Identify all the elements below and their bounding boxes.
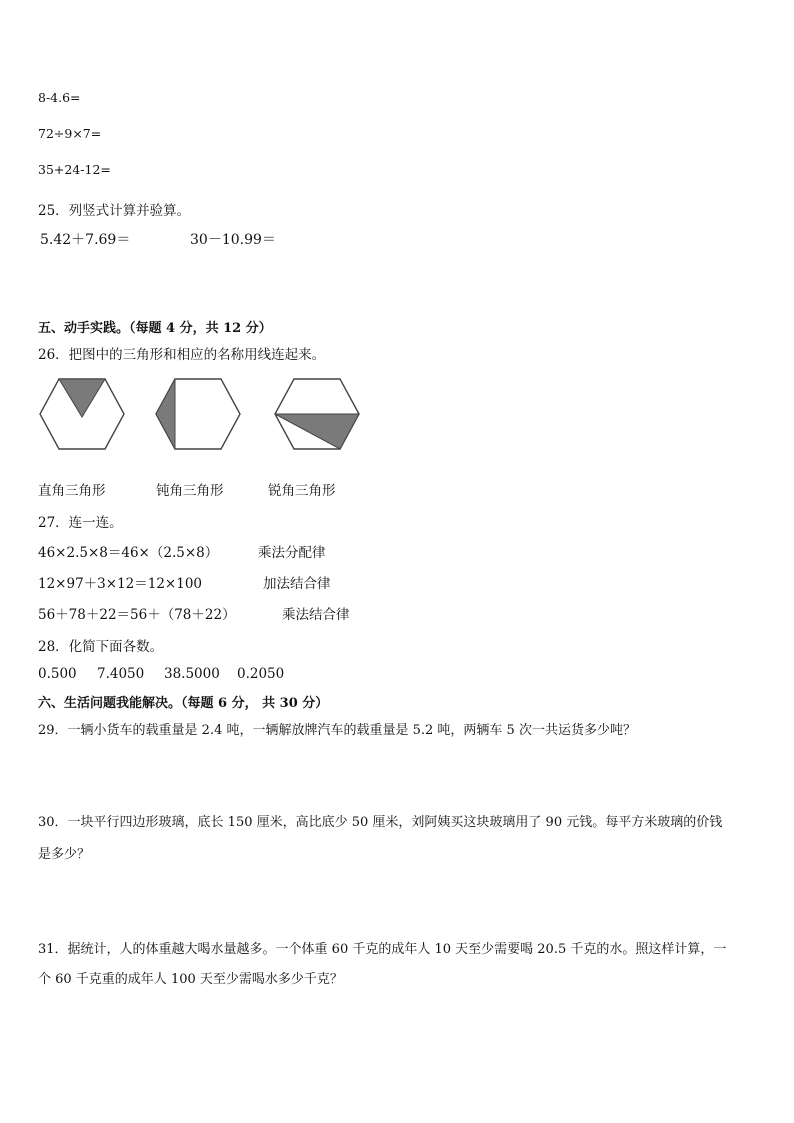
q30-line-1: 30．一块平行四边形玻璃，底长 150 厘米，高比底少 50 厘米，刘阿姨买这块玻璃用了 90 元钱。每平方米玻璃的价钱 — [38, 815, 723, 830]
hexagon-figure-2 — [154, 377, 242, 451]
triangle-label-obtuse: 钝角三角形 — [156, 483, 224, 499]
q27-left-3: 56＋78＋22＝56＋（78＋22） — [38, 607, 236, 623]
q27-right-3: 乘法结合律 — [282, 607, 350, 623]
calc-line-3: 35+24-12= — [38, 162, 111, 177]
triangle-label-right: 直角三角形 — [38, 483, 106, 499]
section6-heading: 六、生活问题我能解决。（每题 6 分， 共 30 分） — [38, 696, 329, 711]
q26-title: 26．把图中的三角形和相应的名称用线连起来。 — [38, 347, 326, 363]
triangle-label-acute: 锐角三角形 — [268, 483, 336, 499]
q28-number-3: 38.5000 — [164, 666, 220, 682]
q25-expr-2: 30－10.99＝ — [190, 232, 276, 248]
q28-number-4: 0.2050 — [237, 666, 285, 682]
calc-line-1: 8-4.6= — [38, 90, 81, 105]
calc-line-2: 72÷9×7= — [38, 126, 102, 141]
q30-line-2: 是多少？ — [38, 847, 91, 862]
q28-title: 28．化简下面各数。 — [38, 639, 164, 655]
q27-right-1: 乘法分配律 — [258, 545, 326, 561]
q25-expr-1: 5.42＋7.69＝ — [40, 232, 131, 248]
q25-title: 25．列竖式计算并验算。 — [38, 203, 191, 219]
q27-title: 27．连一连。 — [38, 515, 123, 531]
q31-line-1: 31．据统计，人的体重越大喝水量越多。一个体重 60 千克的成年人 10 天至少需要喝 20.5 千克的水。照这样计算，一 — [38, 942, 727, 957]
q27-left-2: 12×97＋3×12＝12×100 — [38, 576, 203, 592]
hexagon-figure-3 — [273, 377, 361, 451]
section5-heading: 五、动手实践。（每题 4 分，共 12 分） — [38, 321, 272, 336]
q27-right-2: 加法结合律 — [263, 576, 331, 592]
q31-line-2: 个 60 千克重的成年人 100 天至少需喝水多少千克？ — [38, 972, 343, 987]
q28-number-2: 7.4050 — [97, 666, 145, 682]
q29-text: 29．一辆小货车的载重量是 2.4 吨，一辆解放牌汽车的载重量是 5.2 吨，两辆车 5 次一共运货多少吨？ — [38, 723, 636, 738]
hexagon-figure-1 — [38, 377, 126, 451]
q28-number-1: 0.500 — [38, 666, 77, 682]
q27-left-1: 46×2.5×8＝46×（2.5×8） — [38, 545, 219, 561]
